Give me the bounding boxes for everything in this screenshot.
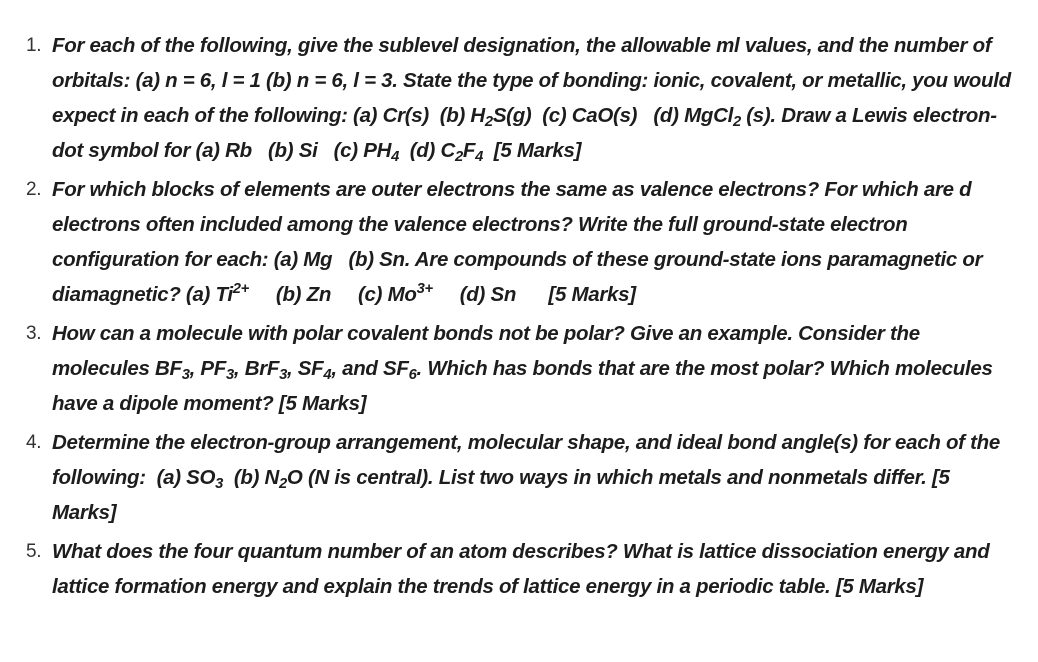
question-text: For each of the following, give the sublevel designation, the allowable ml values, and the number of orbitals: (a) n = 6, l = 1 (b) n = 6, l = 3. State the type of bonding: ionic, covalent, or metallic, you would expect in each of the following: (a) Cr(s) (b) H bbox=[52, 34, 1017, 127]
question-text: (b) Zn (c) Mo bbox=[248, 283, 417, 306]
question-number: 4. bbox=[26, 432, 42, 453]
question-text: [5 Marks] bbox=[483, 139, 582, 162]
subscript: 3 bbox=[215, 476, 224, 493]
question-item bbox=[26, 316, 1018, 421]
question-text: F bbox=[462, 139, 476, 162]
subscript: 6 bbox=[408, 367, 417, 384]
question-number: 1. bbox=[26, 35, 42, 56]
subscript: 2 bbox=[732, 114, 741, 131]
question-text: Determine the electron-group arrangement, molecular shape, and ideal bond angle(s) for each of the following: (a) SO bbox=[52, 431, 1006, 489]
question-item bbox=[26, 534, 1018, 604]
question-text: , and SF bbox=[331, 357, 409, 380]
subscript: 3 bbox=[181, 367, 190, 384]
superscript: 3+ bbox=[416, 280, 433, 297]
question-text: How can a molecule with polar covalent bonds not be polar? Give an example. Consider the molecules BF bbox=[52, 322, 926, 380]
subscript: 4 bbox=[391, 149, 399, 166]
question-text: , SF bbox=[287, 357, 324, 380]
question-text: , PF bbox=[189, 357, 226, 380]
question-number: 5. bbox=[26, 541, 42, 562]
question-item bbox=[26, 425, 1018, 530]
question-text: What does the four quantum number of an atom describes? What is lattice dissociation energy and lattice formation energy and explain the trends of lattice energy in a periodic table. [5 Marks] bbox=[52, 540, 995, 598]
question-text: For which blocks of elements are outer electrons the same as valence electrons? For which are d electrons often included among the valence electrons? Write the full ground-state electron configuration for each: (a) Mg (b) Sn. Are compounds of these ground-state ions paramagnetic or diamagnetic? (a) Ti bbox=[52, 178, 988, 306]
subscript: 4 bbox=[323, 367, 332, 384]
question-text: (s). Draw a Lewis electron-dot symbol for (a) Rb (b) Si (c) PH bbox=[52, 104, 997, 162]
subscript: 4 bbox=[475, 149, 483, 166]
question-number: 3. bbox=[26, 323, 42, 344]
question-text: . Which has bonds that are the most polar? Which molecules have a dipole moment? [5 Marks] bbox=[52, 357, 998, 415]
question-number: 2. bbox=[26, 179, 42, 200]
subscript: 3 bbox=[226, 367, 234, 384]
question-text: (b) N bbox=[223, 466, 280, 489]
subscript: 2 bbox=[454, 149, 463, 166]
question-text: O (N is central). List two ways in which metals and nonmetals differ. [5 Marks] bbox=[52, 466, 955, 524]
question-item bbox=[26, 28, 1018, 168]
question-item bbox=[26, 172, 1018, 312]
subscript: 2 bbox=[279, 476, 287, 493]
question-text: (d) C bbox=[398, 139, 455, 162]
subscript: 2 bbox=[484, 114, 493, 131]
subscript: 3 bbox=[279, 367, 288, 384]
question-text: , BrF bbox=[233, 357, 280, 380]
question-text: (d) Sn [5 Marks] bbox=[432, 283, 636, 306]
question-text: S(g) (c) CaO(s) (d) MgCl bbox=[492, 104, 733, 127]
superscript: 2+ bbox=[232, 280, 249, 297]
